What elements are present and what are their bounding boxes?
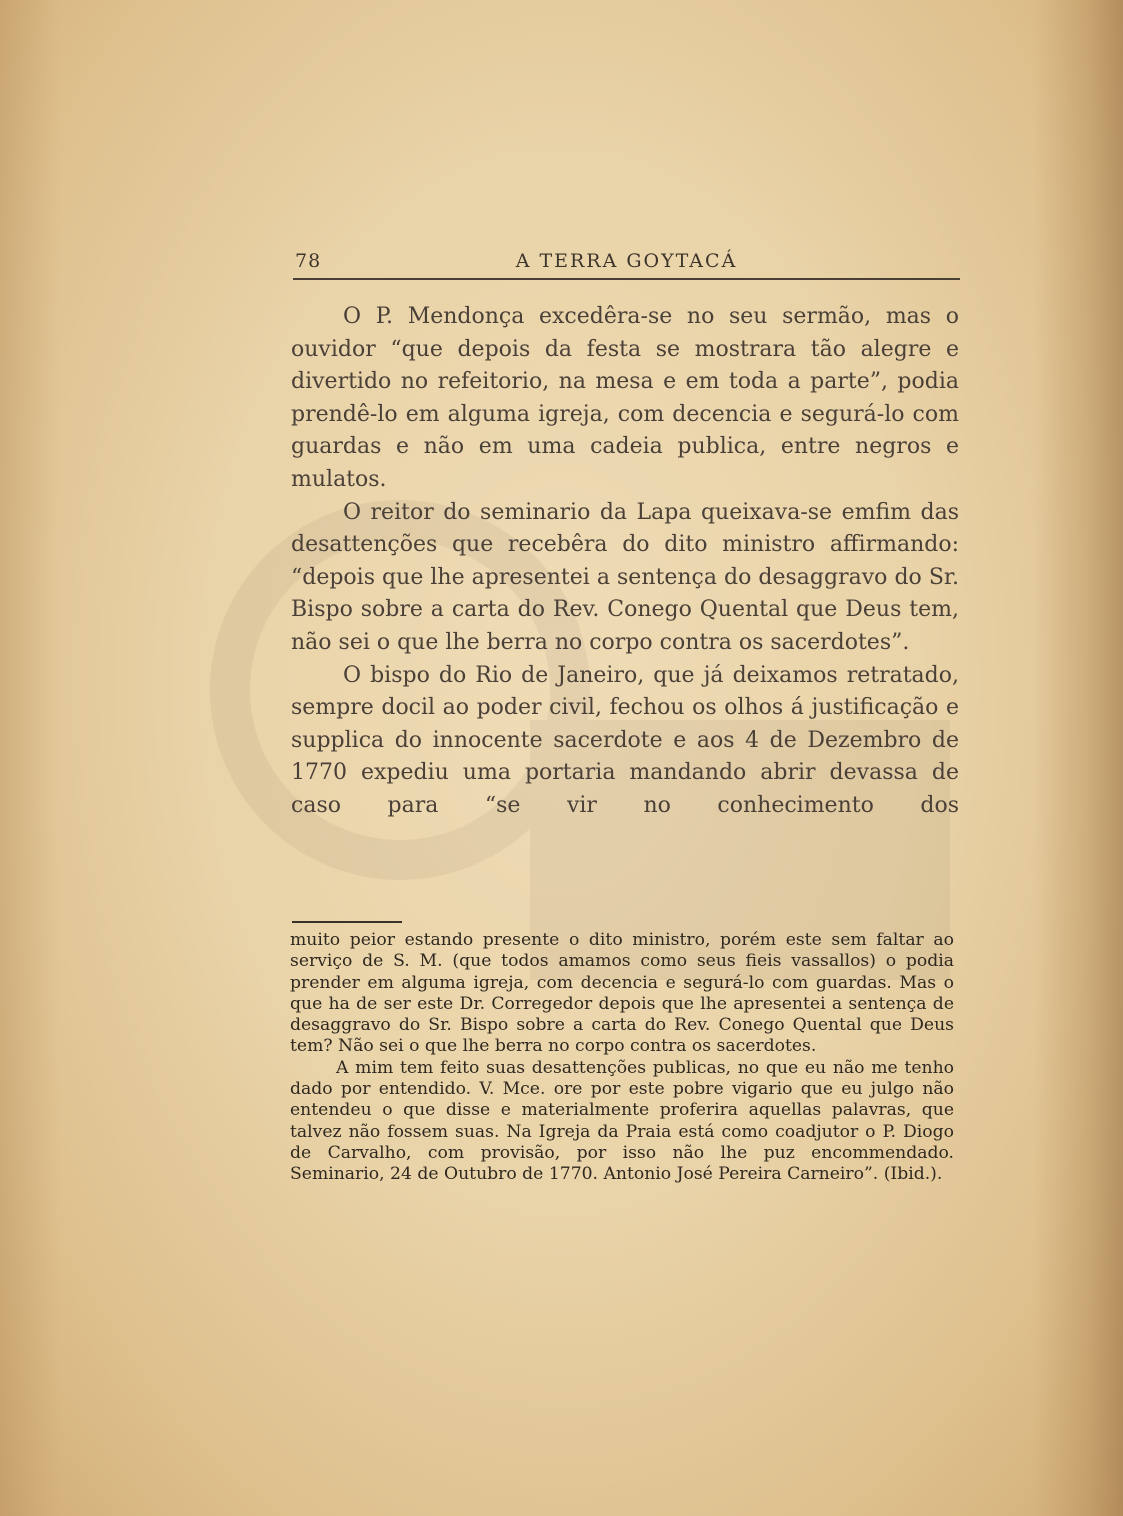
body-paragraph: O P. Mendonça excedêra-se no seu sermão, mas o ouvidor “que depois da festa se mostrara tão alegre e divertido no refeitorio, na mesa e em toda a parte”, podia prendê-lo em alguma igreja, com decencia e segurá-lo com guardas e não em uma cadeia publica, entre negros e mulatos. [291,304,959,492]
footnote-paragraph: A mim tem feito suas desattenções publicas, no que eu não me tenho dado por entendido. V. Mce. ore por este pobre vigario que eu julgo não entendeu o que disse e materialmente proferira aquellas palavras, que talvez não fossem suas. Na Igreja da Praia está como coadjutor o P. Diogo de Carvalho, com provisão, por isso não lhe puz encommendado. Seminario, 24 de Outubro de 1770. Antonio José Pereira Carneiro”. (Ibid.). [290,1057,954,1185]
main-text [291,301,959,823]
body-paragraph: O reitor do seminario da Lapa queixava-se emfim das desattenções que recebêra do dito ministro affirmando: “depois que lhe apresentei a sentença do desaggravo do Sr. Bispo sobre a carta do Rev. Conego Quental que Deus tem, não sei o que lhe berra no corpo contra os sacerdotes”. [291,499,959,655]
page-header [293,250,960,280]
page-number: 78 [295,250,322,272]
footnote-paragraph: muito peior estando presente o dito ministro, porém este sem faltar ao serviço de S. M. (que todos amamos como seus fieis vassallos) o podia prender em alguma igreja, com decencia e segurá-lo com guardas. Mas o que ha de ser este Dr. Corregedor depois que lhe apresentei a sentença de desaggravo do Sr. Bispo sobre a carta do Rev. Conego Quental que Deus tem? Não sei o que lhe berra no corpo contra os sacerdotes. [290,930,954,1057]
running-title: A TERRA GOYTACÁ [515,250,738,272]
body-paragraph: O bispo do Rio de Janeiro, que já deixamos retratado, sempre docil ao poder civil, fechou os olhos á justificação e supplica do innocente sacerdote e aos 4 de Dezembro de 1770 expediu uma portaria mandando abrir devassa de caso para “se vir no conhecimento dos [291,662,959,818]
page-edge-shadow [0,0,60,1516]
footnote-divider [292,921,402,923]
footnote [290,930,954,1186]
spine-shadow [1033,0,1123,1516]
